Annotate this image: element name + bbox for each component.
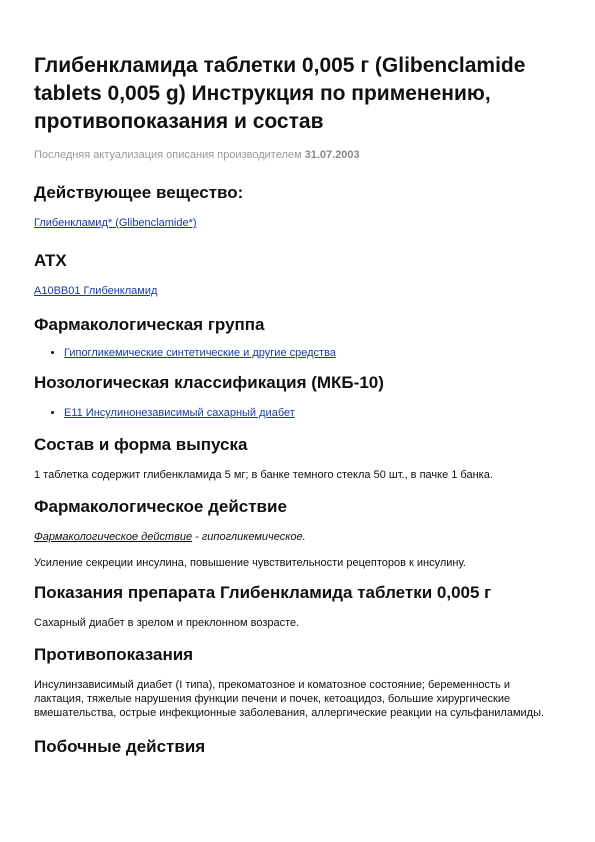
last-updated [34,148,561,162]
heading-pharm-group: Фармакологическая группа [34,315,265,334]
pharm-action-link[interactable] [34,531,192,543]
heading-nosology: Нозологическая классификация (МКБ-10) [34,373,384,392]
list-item [64,406,561,420]
composition-text: 1 таблетка содержит глибенкламида 5 мг; в банке темного стекла 50 шт., в пачке 1 банка. [34,469,493,481]
pharm-action-effect: - гипогликемическое. [192,531,306,543]
pharm-group-link[interactable]: Гипогликемические синтетические и другие средства [64,347,336,359]
page-title: Глибенкламида таблетки 0,005 г (Glibenclamide tablets 0,005 g) Инструкция по применению, противопоказания и состав [34,54,526,133]
heading-pharm-action: Фармакологическое действие [34,497,287,516]
contraindications-text: Инсулинзависимый диабет (I типа), прекоматозное и коматозное состояние; беременность и лактация, тяжелые нарушения функции печени и почек, кетоацидоз, большие хирургические вмешательства, острые инфекционные заболевания, аллергические реакции на сульфаниламиды. [34,679,545,719]
list-item [64,346,561,360]
last-updated-label: Последняя актуализация описания производителем [34,149,302,161]
heading-side-effects: Побочные действия [34,737,206,756]
heading-atc: ATX [34,251,67,270]
pharm-action-link-text: Фармакологическое действие [34,531,193,543]
active-substance-link[interactable]: Глибенкламид* (Glibenclamide*) [34,217,197,229]
pharm-action-line [34,530,561,544]
nosology-link[interactable]: E11 Инсулинонезависимый сахарный диабет [64,407,295,419]
indications-text: Сахарный диабет в зрелом и преклонном возрасте. [34,617,300,629]
heading-indications: Показания препарата Глибенкламида таблетки 0,005 г [34,583,492,602]
document-page [34,52,561,758]
pharm-action-text: Усиление секреции инсулина, повышение чувствительности рецепторов к инсулину. [34,557,466,569]
heading-contraindications: Противопоказания [34,645,194,664]
heading-composition: Состав и форма выпуска [34,435,248,454]
last-updated-date: 31.07.2003 [304,149,360,161]
heading-active-substance: Действующее вещество: [34,183,244,202]
atc-link[interactable]: A10BB01 Глибенкламид [34,285,158,297]
